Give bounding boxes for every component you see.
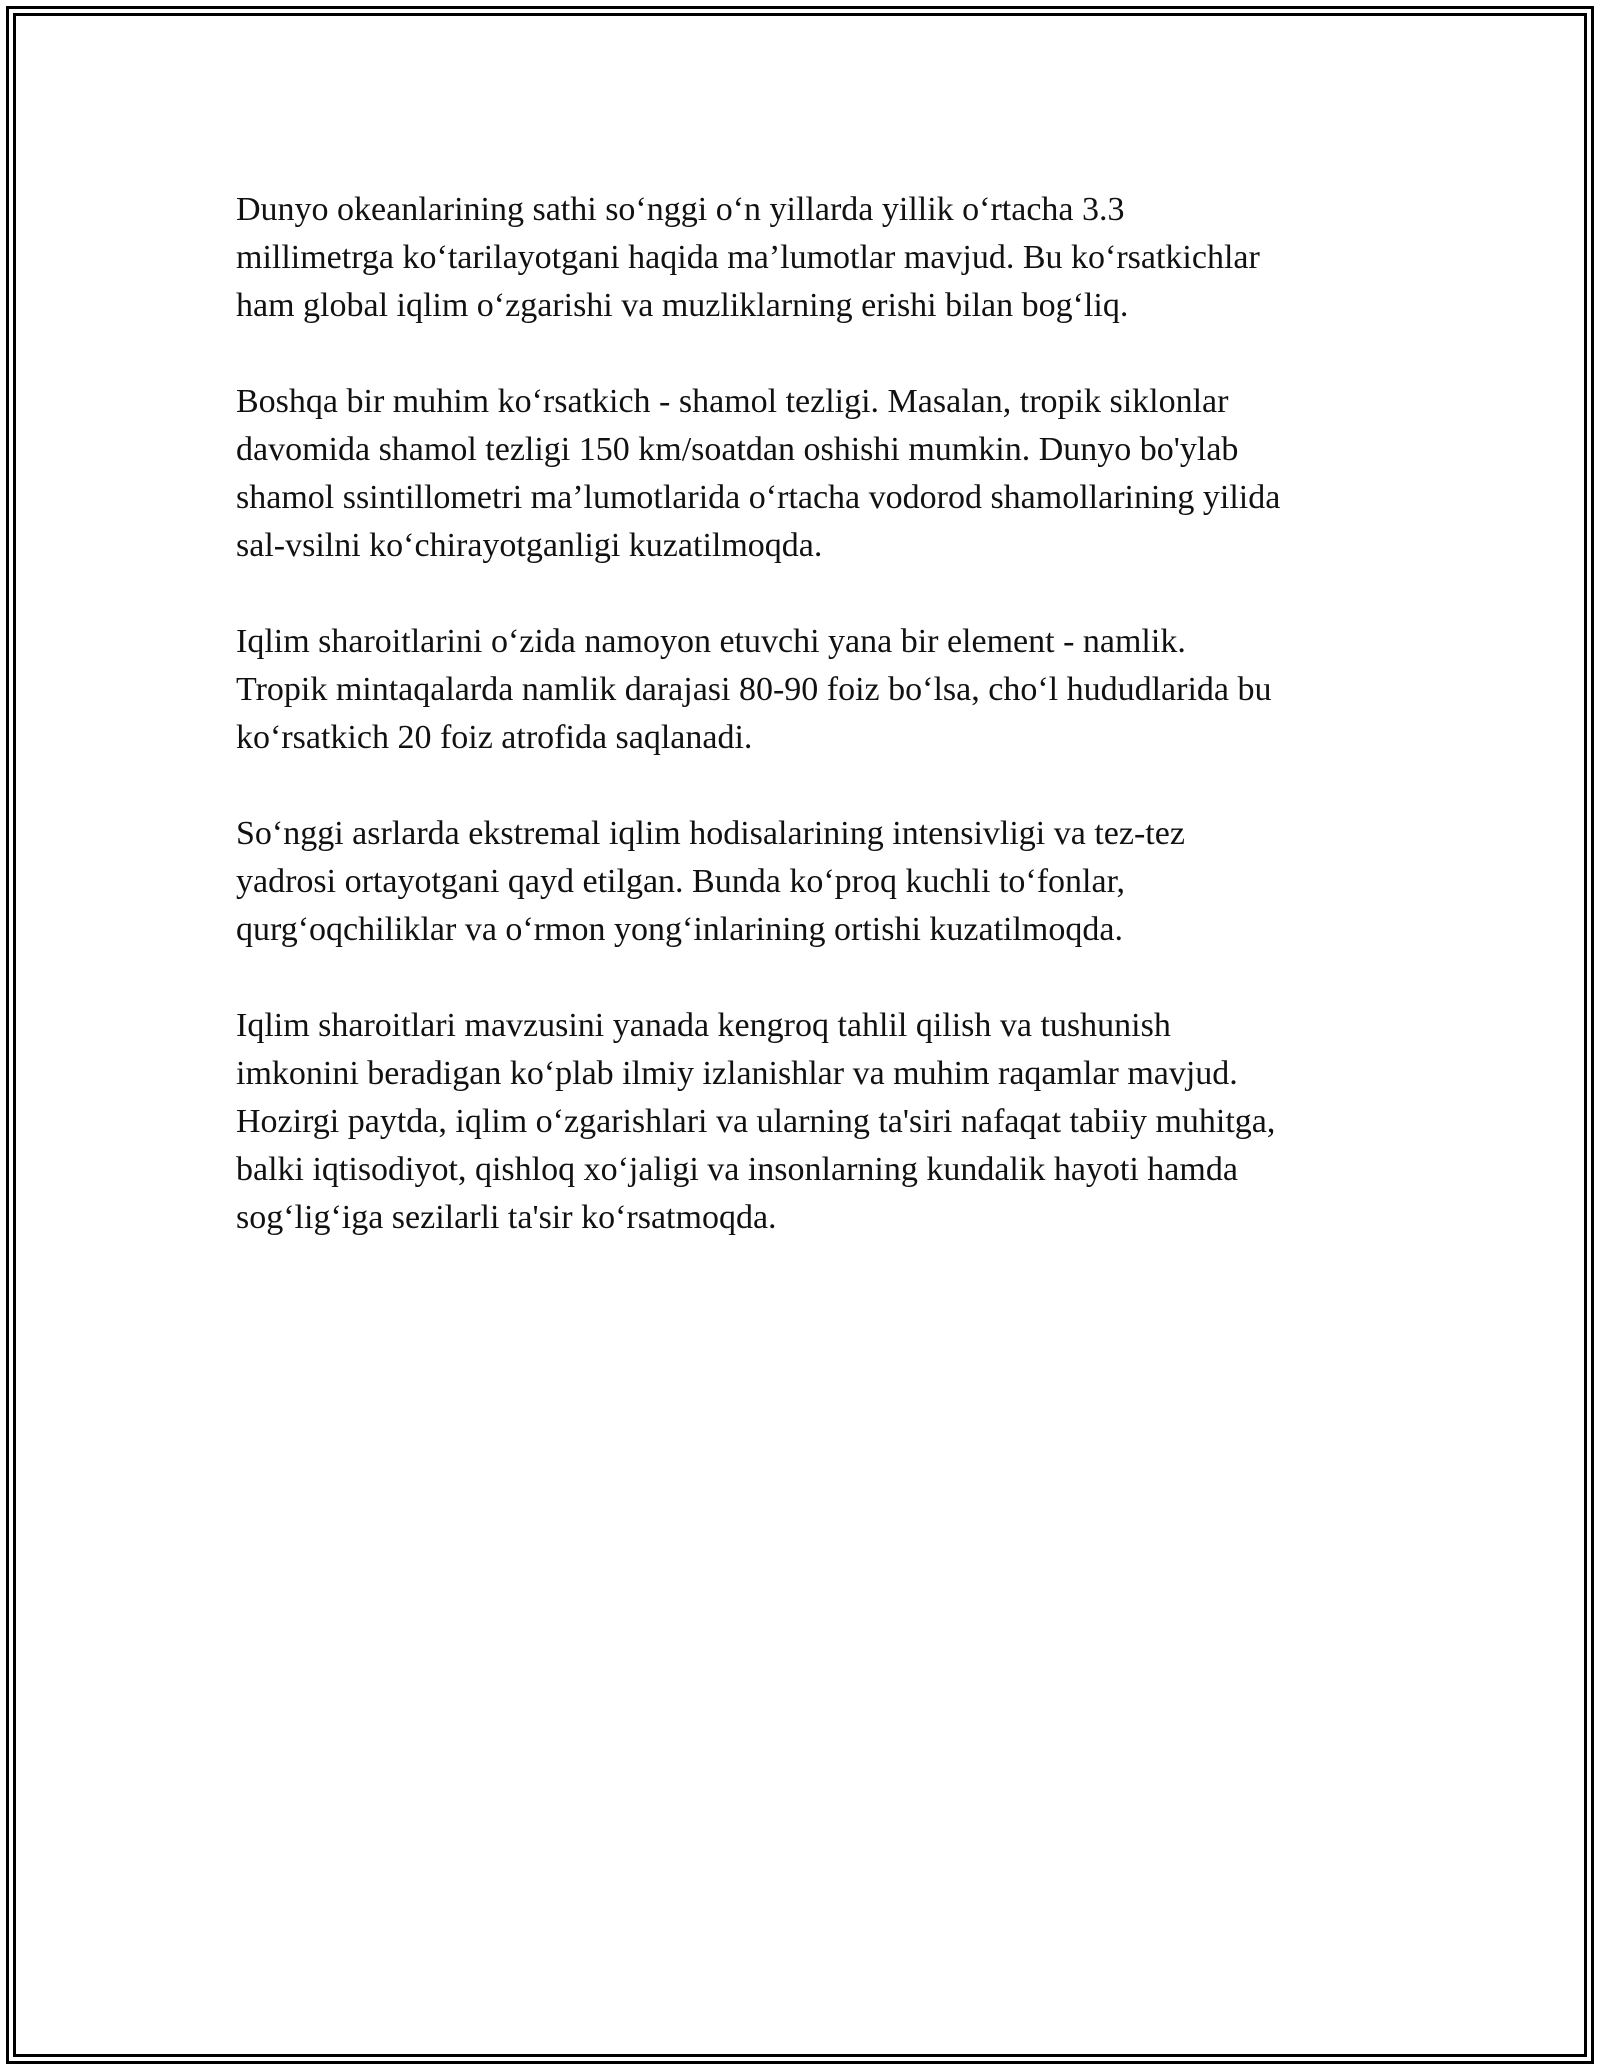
text-line: shamol ssintillometri ma’lumotlarida o‘rtacha vodorod shamollarining yilida (236, 479, 1281, 516)
text-line: Boshqa bir muhim ko‘rsatkich - shamol tezligi. Masalan, tropik siklonlar (236, 383, 1229, 420)
text-line: Hozirgi paytda, iqlim o‘zgarishlari va ularning ta'siri nafaqat tabiiy muhitga, (236, 1103, 1276, 1140)
text-line: yadrosi ortayotgani qayd etilgan. Bunda ko‘proq kuchli to‘fonlar, (236, 863, 1126, 900)
text-line: Iqlim sharoitlari mavzusini yanada kengroq tahlil qilish va tushunish (236, 1007, 1171, 1044)
paragraph-wind-speed (236, 378, 1376, 570)
text-line: qurg‘oqchiliklar va o‘rmon yong‘inlarining ortishi kuzatilmoqda. (236, 911, 1123, 948)
text-line: imkonini beradigan ko‘plab ilmiy izlanishlar va muhim raqamlar mavjud. (236, 1055, 1238, 1092)
text-line: millimetrga ko‘tarilayotgani haqida ma’lumotlar mavjud. Bu ko‘rsatkichlar (236, 239, 1260, 276)
text-line: davomida shamol tezligi 150 km/soatdan oshishi mumkin. Dunyo bo'ylab (236, 431, 1239, 468)
text-line: sog‘lig‘iga sezilarli ta'sir ko‘rsatmoqda. (236, 1199, 777, 1236)
text-line: ko‘rsatkich 20 foiz atrofida saqlanadi. (236, 719, 753, 756)
text-line: Iqlim sharoitlarini o‘zida namoyon etuvchi yana bir element - namlik. (236, 623, 1186, 660)
document-body (236, 186, 1376, 1290)
paragraph-humidity (236, 618, 1376, 762)
paragraph-conclusion (236, 1002, 1376, 1242)
text-line: Tropik mintaqalarda namlik darajasi 80-90 foiz bo‘lsa, cho‘l hududlarida bu (236, 671, 1272, 708)
text-line: balki iqtisodiyot, qishloq xo‘jaligi va insonlarning kundalik hayoti hamda (236, 1151, 1238, 1188)
text-line: So‘nggi asrlarda ekstremal iqlim hodisalarining intensivligi va tez-tez (236, 815, 1185, 852)
paragraph-sea-level (236, 186, 1376, 330)
paragraph-extreme-events (236, 810, 1376, 954)
text-line: Dunyo okeanlarining sathi so‘nggi o‘n yillarda yillik o‘rtacha 3.3 (236, 191, 1125, 228)
text-line: ham global iqlim o‘zgarishi va muzliklarning erishi bilan bog‘liq. (236, 287, 1129, 324)
text-line: sal-vsilni ko‘chirayotganligi kuzatilmoqda. (236, 527, 823, 564)
